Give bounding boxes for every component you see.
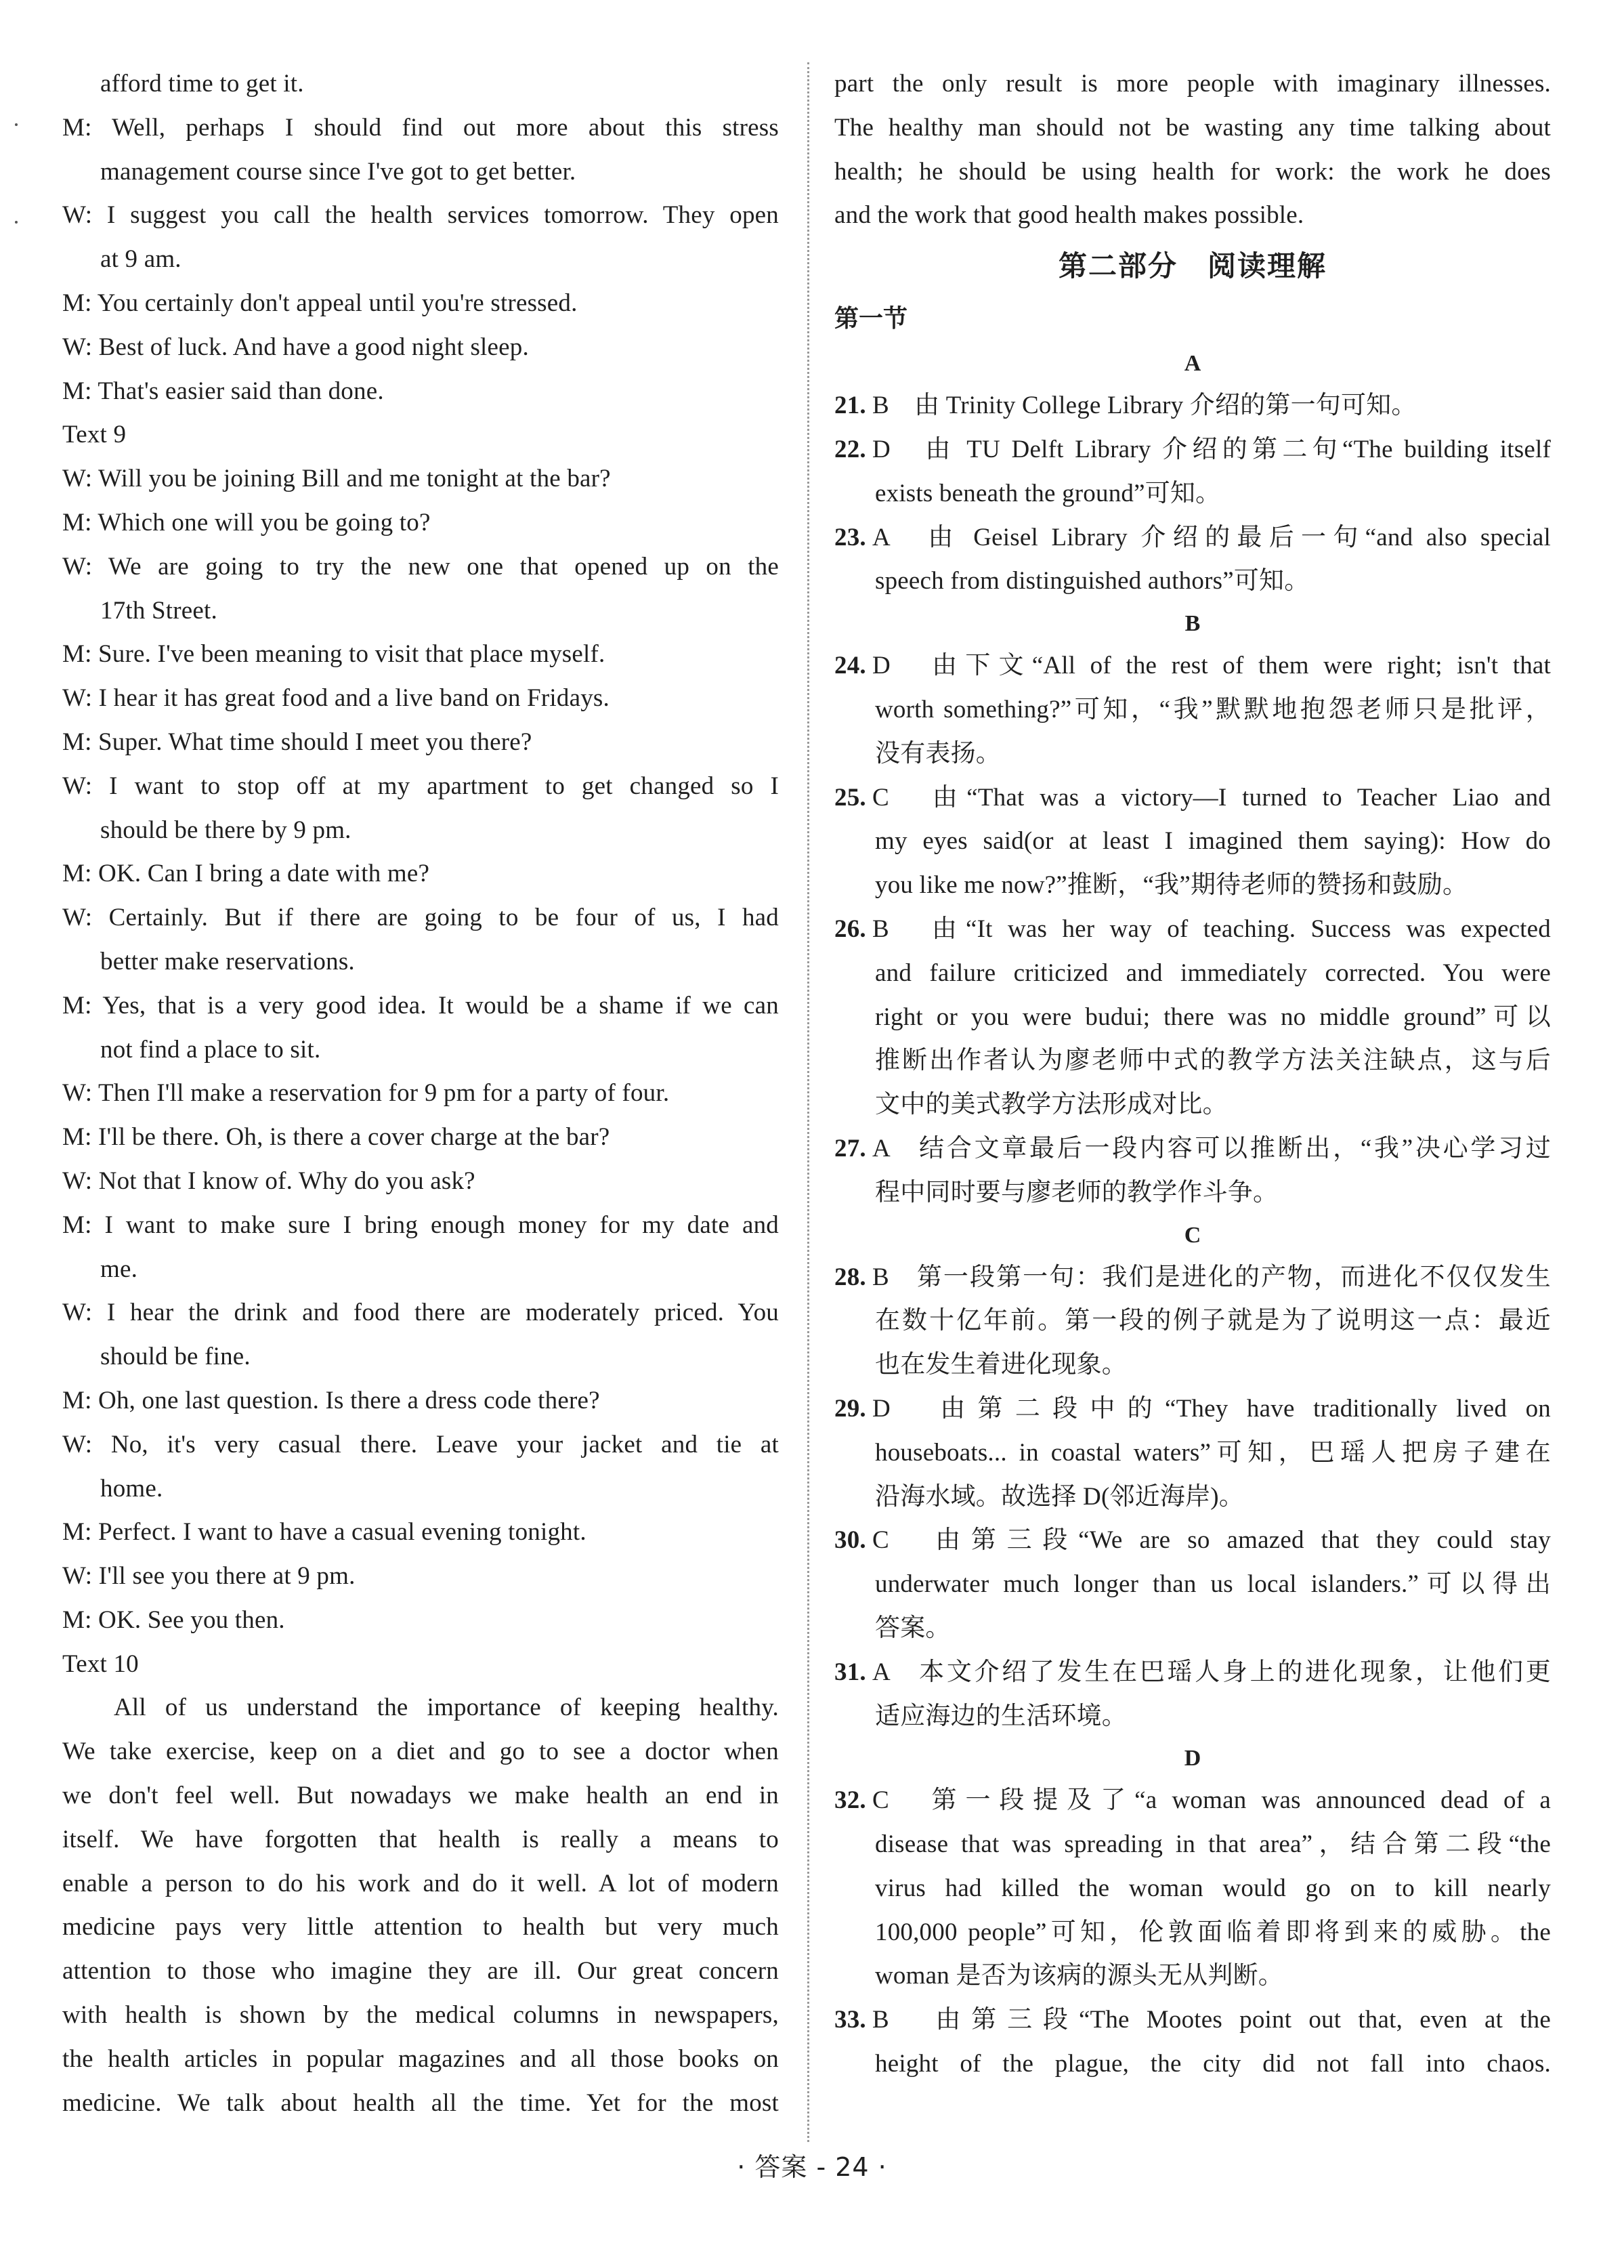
answer-line	[834, 516, 1551, 560]
left-line: We take exercise, keep on a diet and go to see a doctor when	[62, 1738, 779, 1766]
answer-line: woman 是否为该病的源头无从判断。	[875, 1962, 1283, 1990]
passage-label: B	[1184, 611, 1201, 637]
answer-line: 适应海边的生活环境。	[875, 1702, 1127, 1730]
answer-line: worth something?”可知，“我”默默地抱怨老师只是批评，	[875, 695, 1551, 723]
left-line: W: Certainly. But if there are going to be four of us, I had	[62, 904, 779, 932]
answer-item	[834, 1651, 1551, 1739]
answer-item	[834, 1998, 1551, 2086]
passage-label: A	[1184, 351, 1201, 377]
right_top-line: and the work that good health makes possible.	[834, 201, 1304, 230]
left-line: M: Perfect. I want to have a casual evening tonight.	[62, 1518, 586, 1547]
answer-line: my eyes said(or at least I imagined them saying): How do	[875, 827, 1551, 856]
left-line: W: No, it's very casual there. Leave your jacket and tie at	[62, 1430, 779, 1458]
answer-line	[834, 1387, 1551, 1431]
answer-text: D 由 TU Delft Library 介绍的第二句“The building itself	[872, 435, 1551, 463]
answer-text: B 由第三段“The Mootes point out that, even at the	[872, 2006, 1551, 2034]
left-line: 17th Street.	[100, 596, 217, 625]
answer-item	[834, 776, 1551, 908]
left-line: home.	[100, 1474, 163, 1503]
answer-line: you like me now?”推断，“我”期待老师的赞扬和鼓励。	[875, 871, 1468, 900]
answer-text: B 由 Trinity College Library 介绍的第一句可知。	[872, 392, 1417, 420]
answer-item	[834, 1127, 1551, 1215]
answer-line: virus had killed the woman would go on to kill nearly	[875, 1874, 1551, 1902]
left-line: W: I hear it has great food and a live band on Fridays.	[62, 684, 610, 713]
question-number: 32.	[834, 1786, 866, 1815]
left-line: should be there by 9 pm.	[100, 816, 351, 844]
left-line: management course since I've got to get better.	[100, 157, 576, 186]
left-column	[62, 62, 779, 2125]
left-line: me.	[100, 1255, 138, 1283]
passage-label: D	[1184, 1746, 1201, 1771]
answer-line: 也在发生着进化现象。	[875, 1351, 1127, 1379]
left-line: W: Not that I know of. Why do you ask?	[62, 1167, 475, 1195]
answer-line: houseboats... in coastal waters”可知，巴瑶人把房子建在	[875, 1438, 1551, 1467]
question-number: 26.	[834, 915, 866, 943]
left-line: better make reservations.	[100, 947, 355, 975]
left-line: M: I want to make sure I bring enough money for my date and	[62, 1211, 779, 1239]
left-line: with health is shown by the medical columns in newspapers,	[62, 2001, 779, 2030]
right_top-line: part the only result is more people with imaginary illnesses.	[834, 70, 1551, 98]
left-line: we don't feel well. But nowadays we make health an end in	[62, 1782, 779, 1810]
text10-continuation	[834, 62, 1551, 238]
answer-line: speech from distinguished authors”可知。	[875, 567, 1310, 595]
right-column	[834, 62, 1551, 2086]
right_top-line: health; he should be using health for work: the work he does	[834, 157, 1551, 186]
left-line: M: OK. See you then.	[62, 1605, 285, 1634]
left-line: M: Yes, that is a very good idea. It would be a shame if we can	[62, 991, 779, 1020]
left-line: M: Oh, one last question. Is there a dress code there?	[62, 1386, 600, 1414]
answer-line	[834, 776, 1551, 820]
left-line: W: Will you be joining Bill and me tonight at the bar?	[62, 465, 611, 493]
left-line: medicine pays very little attention to health but very much	[62, 1913, 779, 1941]
answer-line	[834, 384, 1551, 428]
column-divider	[807, 62, 809, 2142]
left-line: should be fine.	[100, 1343, 251, 1371]
answer-item	[834, 908, 1551, 1127]
answer-text: C 第一段提及了“a woman was announced dead of a	[872, 1786, 1551, 1815]
answer-line: 程中同时要与廖老师的教学作斗争。	[875, 1178, 1279, 1206]
left-line: M: Sure. I've been meaning to visit that place myself.	[62, 640, 605, 669]
question-number: 23.	[834, 523, 866, 551]
question-number: 31.	[834, 1658, 866, 1686]
left-line: W: Then I'll make a reservation for 9 pm for a party of four.	[62, 1079, 670, 1108]
left-line: W: Best of luck. And have a good night sleep.	[62, 333, 529, 361]
left-line: medicine. We talk about health all the time. Yet for the most	[62, 2088, 779, 2117]
answer-line: 在数十亿年前。第一段的例子就是为了说明这一点：最近	[875, 1307, 1551, 1335]
answer-line: disease that was spreading in that area”，结合第二段“the	[875, 1830, 1551, 1859]
question-number: 29.	[834, 1394, 866, 1423]
question-number: 21.	[834, 392, 866, 420]
question-number: 24.	[834, 652, 866, 680]
answer-line	[834, 1519, 1551, 1563]
answer-line	[834, 1256, 1551, 1300]
answer-line	[834, 644, 1551, 688]
left-line: W: We are going to try the new one that opened up on the	[62, 552, 779, 581]
answer-line: 推断出作者认为廖老师中式的教学方法关注缺点，这与后	[875, 1047, 1551, 1075]
left-line: M: Which one will you be going to?	[62, 508, 431, 537]
question-number: 27.	[834, 1134, 866, 1162]
left-line: M: Well, perhaps I should find out more about this stress	[62, 113, 779, 142]
left-line: not find a place to sit.	[100, 1035, 321, 1064]
answer-text: A 本文介绍了发生在巴瑶人身上的进化现象，让他们更	[872, 1658, 1551, 1686]
answer-text: D 由下文“All of the rest of them were right; isn't that	[872, 652, 1551, 680]
left-line: W: I suggest you call the health services tomorrow. They open	[62, 201, 779, 230]
answer-line: 100,000 people”可知，伦敦面临着即将到来的威胁。the	[875, 1918, 1551, 1946]
answer-line: 没有表扬。	[875, 739, 1001, 768]
answer-line: and failure criticized and immediately corrected. You were	[875, 959, 1551, 987]
margin-mark	[15, 123, 18, 126]
answer-item	[834, 516, 1551, 604]
answer-line: 答案。	[875, 1614, 951, 1642]
answer-text: C 由第三段“We are so amazed that they could stay	[872, 1526, 1551, 1555]
answer-text: A 由 Geisel Library 介绍的最后一句“and also special	[872, 523, 1551, 551]
answer-text: C 由“That was a victory—I turned to Teacher Liao and	[872, 783, 1551, 812]
left-line: Text 10	[62, 1650, 139, 1678]
left-line: W: I want to stop off at my apartment to get changed so I	[62, 772, 779, 800]
left-line: W: I'll see you there at 9 pm.	[62, 1562, 356, 1591]
left-line: enable a person to do his work and do it well. A lot of modern	[62, 1869, 779, 1897]
answer-list	[834, 343, 1551, 2086]
left-line: M: Super. What time should I meet you there?	[62, 728, 532, 756]
left-line: W: I hear the drink and food there are moderately priced. You	[62, 1299, 779, 1327]
left-line: M: I'll be there. Oh, is there a cover charge at the bar?	[62, 1123, 610, 1152]
question-number: 22.	[834, 435, 866, 463]
answer-line	[834, 1127, 1551, 1171]
answer-line	[834, 1779, 1551, 1823]
answer-line: exists beneath the ground”可知。	[875, 479, 1221, 507]
answer-line: right or you were budui; there was no middle ground”可以	[875, 1003, 1551, 1031]
answer-item	[834, 384, 1551, 428]
answer-text: B 第一段第一句：我们是进化的产物，而进化不仅仅发生	[872, 1263, 1551, 1291]
right_top-line: The healthy man should not be wasting any time talking about	[834, 113, 1551, 142]
margin-mark	[15, 221, 18, 224]
left-line: attention to those who imagine they are ill. Our great concern	[62, 1957, 779, 1986]
question-number: 28.	[834, 1263, 866, 1291]
answer-text: A 结合文章最后一段内容可以推断出，“我”决心学习过	[872, 1134, 1551, 1162]
answer-line	[834, 1651, 1551, 1695]
left-line: M: OK. Can I bring a date with me?	[62, 860, 430, 888]
left-line: Text 9	[62, 421, 127, 449]
answer-item	[834, 428, 1551, 516]
left-line: M: You certainly don't appeal until you're stressed.	[62, 289, 578, 317]
section-one-label: 第一节	[834, 305, 908, 333]
part-two-heading: 第二部分 阅读理解	[1058, 249, 1327, 283]
left-line: All of us understand the importance of keeping healthy.	[114, 1694, 779, 1722]
question-number: 30.	[834, 1526, 866, 1555]
answer-item	[834, 1256, 1551, 1387]
question-number: 33.	[834, 2006, 866, 2034]
answer-item	[834, 644, 1551, 776]
passage-label: C	[1184, 1222, 1201, 1248]
page-footer: · 答案 - 24 ·	[737, 2152, 887, 2182]
left-line: the health articles in popular magazines and all those books on	[62, 2044, 779, 2073]
answer-line: 沿海水域。故选择 D(邻近海岸)。	[875, 1482, 1245, 1511]
answer-line: height of the plague, the city did not fall into chaos.	[875, 2050, 1551, 2078]
answer-line: 文中的美式教学方法形成对比。	[875, 1091, 1228, 1119]
left-line: itself. We have forgotten that health is really a means to	[62, 1825, 779, 1853]
left-line: afford time to get it.	[100, 70, 304, 98]
answer-line	[834, 1998, 1551, 2042]
answer-text: D 由第二段中的“They have traditionally lived on	[872, 1394, 1551, 1423]
answer-item	[834, 1519, 1551, 1650]
question-number: 25.	[834, 783, 866, 812]
answer-item	[834, 1779, 1551, 1998]
left-line: at 9 am.	[100, 245, 181, 274]
answer-line	[834, 908, 1551, 952]
answer-text: B 由“It was her way of teaching. Success was expected	[872, 915, 1551, 943]
answer-line: underwater much longer than us local islanders.”可以得出	[875, 1570, 1551, 1599]
answer-item	[834, 1387, 1551, 1519]
answer-line	[834, 428, 1551, 472]
left-line: M: That's easier said than done.	[62, 377, 384, 405]
